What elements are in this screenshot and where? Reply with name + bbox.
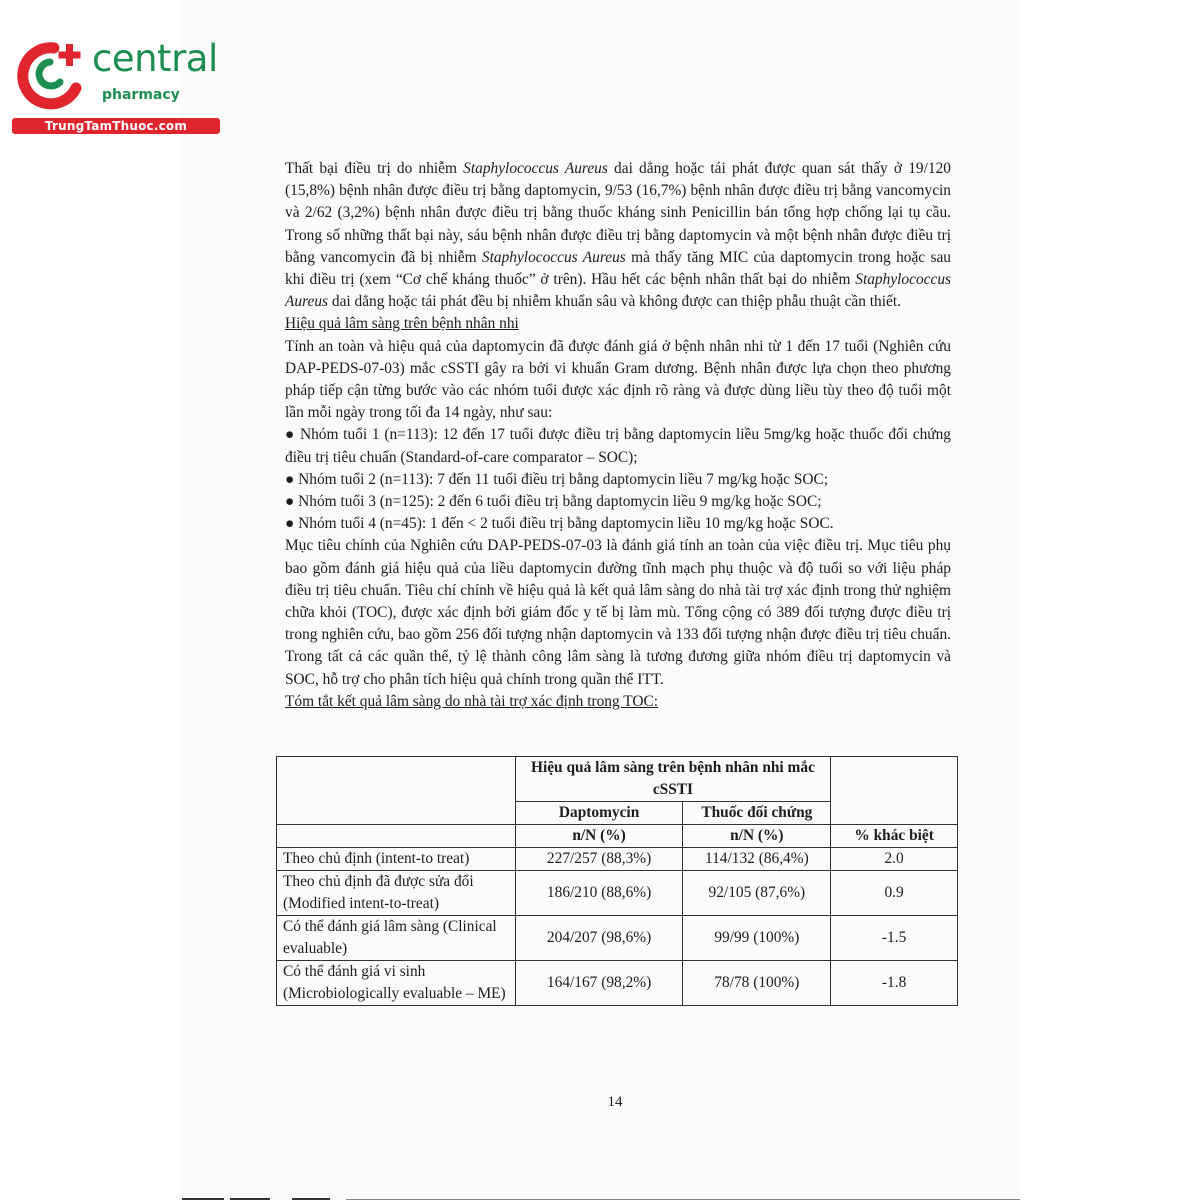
table-row — [277, 848, 958, 871]
header-empty-cell — [277, 757, 516, 825]
bullet-age-group-2: ● Nhóm tuổi 2 (n=113): 7 đến 11 tuổi điều trị bằng daptomycin liều 7 mg/kg hoặc SOC; — [285, 470, 829, 488]
cell-comparator: 114/132 (86,4%) — [683, 848, 831, 871]
header-unit-comparator: n/N (%) — [683, 825, 831, 848]
section-heading-pediatric: Hiệu quả lâm sàng trên bệnh nhân nhi — [285, 315, 519, 333]
cell-comparator: 99/99 (100%) — [683, 916, 831, 961]
header-daptomycin: Daptomycin — [515, 802, 683, 825]
organism-name: Staphylococcus Aureus — [285, 271, 951, 311]
table-row — [277, 871, 958, 916]
row-label: Có thể đánh giá vi sinh (Microbiologically evaluable – ME) — [277, 961, 516, 1006]
page-number: 14 — [607, 1094, 623, 1110]
bullet-age-group-3: ● Nhóm tuổi 3 (n=125): 2 đến 6 tuổi điều trị bằng daptomycin liều 9 mg/kg hoặc SOC; — [285, 493, 822, 511]
paragraph-study-objectives: Mục tiêu chính của Nghiên cứu DAP-PEDS-07-03 là đánh giá tính an toàn của việc điều trị. Mục tiêu phụ bao gồm đánh giá hiệu quả của liều daptomycin đường tĩnh mạch phụ thuộc và độ tuổi so với liệu pháp điều trị tiêu chuẩn. Tiêu chí chính về hiệu quả là kết quả lâm sàng do nhà tài trợ xác định trong thử nghiệm chữa khỏi (TOC), được xác định bởi giám đốc y tế bị làm mù. Tổng cộng có 389 đối tượng được điều trị trong nghiên cứu, bao gồm 256 đối tượng nhận daptomycin và 133 đối tượng nhận được điều trị tiêu chuẩn. Trong tất cả các quần thể, tỷ lệ thành công lâm sàng là tương đương giữa nhóm điều trị daptomycin và SOC, hỗ trợ cho phân tích hiệu quả chính trong quần thể ITT. — [285, 537, 951, 688]
logo-brand-text: central — [92, 37, 218, 80]
bullet-age-group-4: ● Nhóm tuổi 4 (n=45): 1 đến < 2 tuổi điều trị bằng daptomycin liều 10 mg/kg hoặc SOC. — [285, 515, 834, 533]
header-unit-daptomycin: n/N (%) — [515, 825, 683, 848]
results-table — [276, 756, 958, 1006]
header-empty-cell — [831, 757, 958, 825]
table-header-row — [277, 757, 958, 802]
text-run: dai dẳng hoặc tái phát được quan sát thấy ở 19/120 (15,8%) bệnh nhân được điều trị bằng daptomycin, 9/53 (16,7%) bệnh nhân được điều trị bằng vancomycin và 2/62 (3,2%) bệnh nhân được điều trị bằng thuốc kháng sinh Penicillin bán tổng hợp chống lại tụ cầu. Trong số những thất bại này, sáu bệnh nhân được điều trị bằng daptomycin và một bệnh nhân được điều trị bằng vancomycin đã bị nhiễm — [285, 160, 951, 266]
cell-comparator: 92/105 (87,6%) — [683, 871, 831, 916]
cell-daptomycin: 204/207 (98,6%) — [515, 916, 683, 961]
text-run: mà thấy tăng MIC của daptomycin trong hoặc sau khi điều trị (xem “Cơ chế kháng thuốc” ở trên). Hầu hết các bệnh nhân thất bại do nhiễm — [285, 248, 951, 289]
table-row — [277, 961, 958, 1006]
paragraph-treatment-failure — [285, 158, 951, 313]
cell-difference: -1.8 — [831, 961, 958, 1006]
logo-sub-text: pharmacy — [102, 87, 180, 103]
cell-difference: 2.0 — [831, 848, 958, 871]
header-comparator: Thuốc đối chứng — [683, 802, 831, 825]
paragraph-pediatric-study: Tính an toàn và hiệu quả của daptomycin đã được đánh giá ở bệnh nhân nhi từ 1 đến 17 tuổi (Nghiên cứu DAP-PEDS-07-03) mắc cSSTI gây ra bởi vi khuẩn Gram dương. Bệnh nhân được lựa chọn theo phương pháp tiếp cận từng bước vào các nhóm tuổi được xác định rõ ràng và được dùng liều tùy theo độ tuổi một lần mỗi ngày trong tối đa 14 ngày, như sau: — [285, 337, 951, 422]
cell-difference: -1.5 — [831, 916, 958, 961]
document-body — [285, 158, 951, 713]
cell-comparator: 78/78 (100%) — [683, 961, 831, 1006]
central-pharmacy-logo[interactable] — [10, 37, 218, 138]
table-row — [277, 916, 958, 961]
row-label: Theo chủ định (intent-to treat) — [277, 848, 516, 871]
header-empty-cell — [277, 825, 516, 848]
cell-daptomycin: 164/167 (98,2%) — [515, 961, 683, 1006]
cell-daptomycin: 186/210 (88,6%) — [515, 871, 683, 916]
row-label: Có thể đánh giá lâm sàng (Clinical evaluable) — [277, 916, 516, 961]
pharmacy-cross-icon — [10, 38, 92, 110]
organism-name: Staphylococcus Aureus — [463, 160, 608, 177]
cell-daptomycin: 227/257 (88,3%) — [515, 848, 683, 871]
header-group: Hiệu quả lâm sàng trên bệnh nhân nhi mắc cSSTI — [515, 757, 831, 802]
logo-site-banner: TrungTamThuoc.com — [12, 118, 220, 134]
organism-name: Staphylococcus Aureus — [481, 248, 626, 266]
text-run: Thất bại điều trị do nhiễm — [285, 160, 464, 177]
table-caption: Tóm tắt kết quả lâm sàng do nhà tài trợ xác định trong TOC: — [285, 692, 659, 710]
text-run: dai dẳng hoặc tái phát đều bị nhiễm khuẩn sâu và không được can thiệp phẫu thuật cần thiết. — [328, 293, 901, 311]
bullet-age-group-1: ● Nhóm tuổi 1 (n=113): 12 đến 17 tuổi được điều trị bằng daptomycin liều 5mg/kg hoặc thuốc đối chứng điều trị tiêu chuẩn (Standard-of-care comparator – SOC); — [285, 426, 951, 466]
row-label: Theo chủ định đã được sửa đổi (Modified intent-to-treat) — [277, 871, 516, 916]
header-difference: % khác biệt — [831, 825, 958, 848]
cell-difference: 0.9 — [831, 871, 958, 916]
table-header-row — [277, 825, 958, 848]
